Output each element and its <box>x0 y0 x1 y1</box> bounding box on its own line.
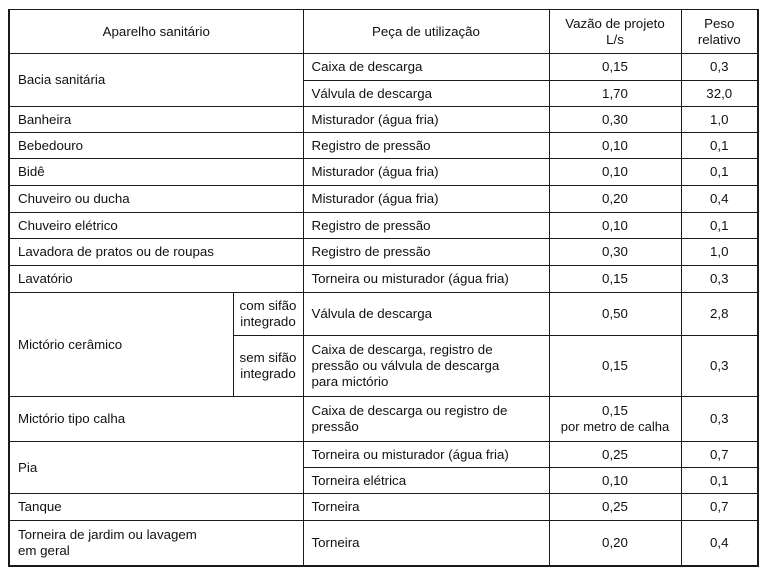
header-vazao-unit: L/s <box>606 31 624 47</box>
cell-peca: Registro de pressão <box>303 213 549 239</box>
subtipo-line2: integrado <box>240 314 296 329</box>
cell-aparelho: Mictório tipo calha <box>9 397 303 442</box>
cell-peso: 0,3 <box>681 336 758 397</box>
cell-aparelho: Chuveiro elétrico <box>9 213 303 239</box>
peca-line1: Caixa de descarga ou registro de <box>311 403 508 418</box>
aparelho-line1: Torneira de jardim ou lavagem <box>18 526 197 542</box>
header-vazao <box>549 10 681 54</box>
subtipo-line2: integrado <box>240 366 296 381</box>
table-row <box>9 159 758 186</box>
cell-peca: Misturador (água fria) <box>303 186 549 213</box>
cell-peca: Caixa de descarga <box>303 54 549 81</box>
cell-peca: Torneira ou misturador (água fria) <box>303 442 549 468</box>
cell-vazao: 0,15 <box>549 336 681 397</box>
cell-aparelho: Lavadora de pratos ou de roupas <box>9 239 303 266</box>
cell-aparelho: Bacia sanitária <box>9 54 303 107</box>
cell-aparelho <box>9 521 303 566</box>
cell-peca <box>303 397 549 442</box>
cell-vazao: 0,10 <box>549 213 681 239</box>
cell-vazao: 1,70 <box>549 81 681 107</box>
cell-vazao: 0,10 <box>549 468 681 494</box>
cell-vazao: 0,25 <box>549 494 681 521</box>
cell-aparelho: Bidê <box>9 159 303 186</box>
cell-vazao: 0,10 <box>549 133 681 159</box>
cell-aparelho: Banheira <box>9 107 303 133</box>
header-vazao-line1: Vazão de projeto <box>565 15 665 31</box>
cell-peso: 0,7 <box>681 494 758 521</box>
cell-peso: 0,3 <box>681 397 758 442</box>
cell-peca: Válvula de descarga <box>303 81 549 107</box>
cell-peca: Misturador (água fria) <box>303 107 549 133</box>
cell-subtipo <box>233 293 303 336</box>
header-peso-line2: relativo <box>697 31 741 47</box>
cell-peca: Torneira ou misturador (água fria) <box>303 266 549 293</box>
table-row <box>9 133 758 159</box>
cell-vazao: 0,15 <box>549 54 681 81</box>
subtipo-line1: sem sifão <box>239 350 297 365</box>
peca-line2: pressão ou válvula de descarga <box>311 358 500 373</box>
cell-peso: 0,3 <box>681 266 758 293</box>
cell-aparelho: Mictório cerâmico <box>9 293 233 397</box>
cell-peso: 0,1 <box>681 468 758 494</box>
table-row <box>9 397 758 442</box>
cell-vazao: 0,25 <box>549 442 681 468</box>
vazao-peso-table <box>8 9 759 567</box>
table-row <box>9 442 758 468</box>
peca-line2: pressão <box>311 419 359 434</box>
table-row <box>9 239 758 266</box>
header-peso <box>681 10 758 54</box>
cell-vazao: 0,10 <box>549 159 681 186</box>
subtipo-line1: com sifão <box>239 298 297 313</box>
header-peca: Peça de utilização <box>303 10 549 54</box>
cell-vazao <box>549 397 681 442</box>
peca-line1: Caixa de descarga, registro de <box>311 342 493 357</box>
table-row <box>9 293 758 336</box>
cell-peca: Torneira elétrica <box>303 468 549 494</box>
table-row <box>9 266 758 293</box>
cell-peso: 0,4 <box>681 521 758 566</box>
cell-vazao: 0,30 <box>549 107 681 133</box>
cell-peca: Válvula de descarga <box>303 293 549 336</box>
cell-subtipo <box>233 336 303 397</box>
vazao-value: 0,15 <box>602 403 628 418</box>
cell-peca: Registro de pressão <box>303 133 549 159</box>
cell-vazao: 0,20 <box>549 521 681 566</box>
cell-peso: 32,0 <box>681 81 758 107</box>
header-aparelho: Aparelho sanitário <box>9 10 303 54</box>
cell-aparelho: Tanque <box>9 494 303 521</box>
cell-vazao: 0,15 <box>549 266 681 293</box>
header-row <box>9 10 758 54</box>
peca-line3: para mictório <box>311 374 389 389</box>
vazao-note: por metro de calha <box>560 419 670 434</box>
cell-aparelho: Chuveiro ou ducha <box>9 186 303 213</box>
cell-peca: Torneira <box>303 521 549 566</box>
cell-peca: Registro de pressão <box>303 239 549 266</box>
cell-peso: 0,7 <box>681 442 758 468</box>
cell-peso: 0,1 <box>681 213 758 239</box>
cell-aparelho: Pia <box>9 442 303 494</box>
cell-vazao: 0,30 <box>549 239 681 266</box>
table-row <box>9 494 758 521</box>
cell-peso: 2,8 <box>681 293 758 336</box>
table-row <box>9 186 758 213</box>
aparelho-line2: em geral <box>18 542 70 558</box>
cell-peso: 0,1 <box>681 159 758 186</box>
header-peso-line1: Peso <box>704 15 735 31</box>
cell-peca: Misturador (água fria) <box>303 159 549 186</box>
table-row <box>9 213 758 239</box>
cell-peso: 0,3 <box>681 54 758 81</box>
cell-aparelho: Lavatório <box>9 266 303 293</box>
cell-peca: Torneira <box>303 494 549 521</box>
cell-vazao: 0,50 <box>549 293 681 336</box>
cell-peso: 0,4 <box>681 186 758 213</box>
cell-peso: 0,1 <box>681 133 758 159</box>
cell-peca <box>303 336 549 397</box>
cell-vazao: 0,20 <box>549 186 681 213</box>
cell-aparelho: Bebedouro <box>9 133 303 159</box>
table-row <box>9 54 758 81</box>
cell-peso: 1,0 <box>681 107 758 133</box>
table-row <box>9 521 758 566</box>
cell-peso: 1,0 <box>681 239 758 266</box>
table-row <box>9 107 758 133</box>
